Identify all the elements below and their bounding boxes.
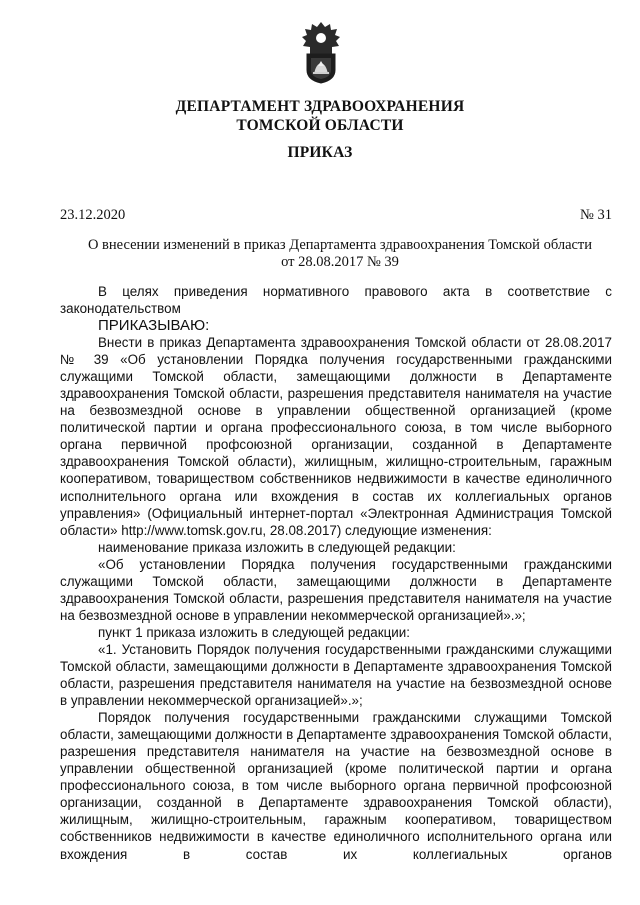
department-name-line2: ТОМСКОЙ ОБЛАСТИ [236,117,404,134]
body-paragraph-3: «Об установлении Порядка получения государственными гражданскими служащими Томской области, замещающими должности в Департаменте здравоохранения Томской области, разрешения представителя нанимателя на участие на безвозмездной основе в управлении некоммерческой организацией».»; [60,556,612,623]
document-number: № 31 [580,207,612,223]
document-title [60,237,620,271]
body-paragraph-2: наименование приказа изложить в следующей редакции: [98,539,456,555]
document-body [60,283,612,863]
body-paragraph-1: Внести в приказ Департамента здравоохранения Томской области от 28.08.2017 № 39 «Об установлении Порядка получения государственными гражданскими служащими Томской области, замещающими должности в Департаменте здравоохранения Томской области, разрешения представителя нанимателя на участие на безвозмездной основе в управлении общественной организацией (кроме политической партии и органа профессионального союза, в том числе выборного органа первичной профсоюзной организации, созданной в Департаменте здравоохранения Томской области), жилищным, жилищно-строительным, гаражным кооперативом, товариществом собственников недвижимости в качестве единоличного исполнительного органа или вхождения в состав их коллегиальных органов управления» (Официальный интернет-портал «Электронная Администрация Томской области» http://www.tomsk.gov.ru, 28.08.2017) следующие изменения: [60,335,612,538]
body-paragraph-5: «1. Установить Порядок получения государственными гражданскими служащими Томской области, замещающими должности в Департаменте здравоохранения Томской области, разрешения представителя нанимателя на участие на безвозмездной основе в управлении некоммерческой организацией».»; [60,641,612,709]
order-keyword: ПРИКАЗЫВАЮ: [98,317,210,335]
title-line1: О внесении изменений в приказ Департамента здравоохранения Томской области [87,237,593,253]
body-paragraph-4: пункт 1 приказа изложить в следующей редакции: [98,624,410,640]
document-type: ПРИКАЗ [287,144,353,161]
coat-of-arms-icon [298,20,344,84]
department-name-line1: ДЕПАРТАМЕНТ ЗДРАВООХРАНЕНИЯ [175,98,465,115]
body-paragraph-6: Порядок получения государственными гражданскими служащими Томской области, замещающими должности в Департаменте здравоохранения Томской области, разрешения представителя нанимателя на участие на безвозмездной основе в управлении общественной организацией (кроме политической партии и органа профессионального союза, в том числе выборного органа первичной профсоюзной организации, созданной в Департаменте здравоохранения Томской области), жилищным, жилищно-строительным, гаражным кооперативом, товариществом собственников недвижимости в качестве единоличного исполнительного органа или вхождения в состав их коллегиальных органов [60,710,612,862]
document-date: 23.12.2020 [60,207,126,223]
preamble-paragraph: В целях приведения нормативного правового акта в соответствие с законодательством [60,284,612,317]
title-line2: от 28.08.2017 № 39 [281,254,399,270]
